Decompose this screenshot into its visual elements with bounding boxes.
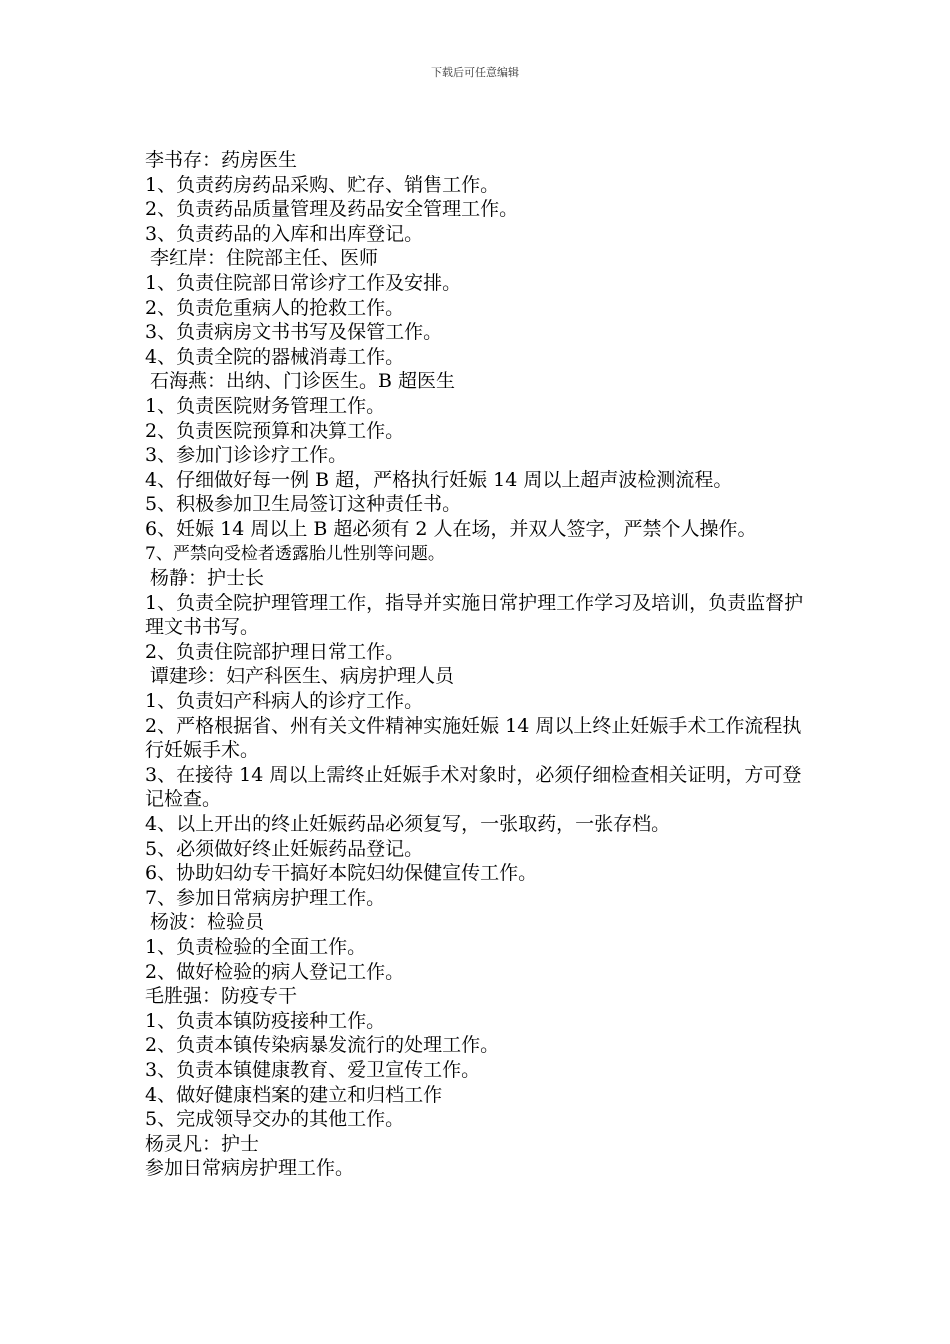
- duty-item: 3、负责病房文书书写及保管工作。: [145, 321, 443, 344]
- staff-heading-shi-haiyan: 石海燕：出纳、门诊医生。B 超医生: [150, 370, 456, 393]
- staff-heading-tan-jianzhen: 谭建珍：妇产科医生、病房护理人员: [150, 665, 455, 688]
- staff-heading-mao-shengqiang: 毛胜强：防疫专干: [145, 985, 298, 1008]
- duty-item: 1、负责全院护理管理工作，指导并实施日常护理工作学习及培训，负责监督护理文书书写。: [145, 591, 804, 639]
- duty-item: 5、积极参加卫生局签订这种责任书。: [145, 493, 462, 516]
- duty-item: 1、负责住院部日常诊疗工作及安排。: [145, 271, 462, 294]
- duty-item: 2、严格根据省、州有关文件精神实施妊娠 14 周以上终止妊娠手术工作流程执行妊娠手术。: [145, 714, 802, 762]
- duty-item: 7、参加日常病房护理工作。: [145, 886, 386, 909]
- duty-item: 4、负责全院的器械消毒工作。: [145, 345, 405, 368]
- staff-heading-yang-bo: 杨波：检验员: [150, 911, 265, 934]
- duty-item: 3、负责本镇健康教育、爱卫宣传工作。: [145, 1058, 481, 1081]
- duty-item: 1、负责检验的全面工作。: [145, 936, 367, 958]
- duty-item: 4、以上开出的终止妊娠药品必须复写，一张取药，一张存档。: [145, 813, 671, 836]
- duty-item: 4、做好健康档案的建立和归档工作: [145, 1083, 443, 1106]
- duty-item: 1、负责医院财务管理工作。: [145, 394, 386, 417]
- duty-item: 1、负责本镇防疫接种工作。: [145, 1009, 386, 1032]
- duty-item: 2、负责医院预算和决算工作。: [145, 419, 405, 442]
- duty-item: 3、在接待 14 周以上需终止妊娠手术对象时，必须仔细检查相关证明，方可登记检查。: [145, 763, 802, 811]
- document-body: [145, 148, 810, 1181]
- staff-heading-li-hongan: 李红岸：住院部主任、医师: [150, 247, 379, 270]
- duty-item: 2、负责住院部护理日常工作。: [145, 640, 405, 663]
- duty-item: 2、负责危重病人的抢救工作。: [145, 296, 405, 319]
- page-header-note: 下载后可任意编辑: [431, 66, 519, 79]
- staff-heading-li-shucun: 李书存：药房医生: [145, 149, 298, 171]
- duty-item: 1、负责妇产科病人的诊疗工作。: [145, 690, 424, 713]
- duty-item: 1、负责药房药品采购、贮存、销售工作。: [145, 173, 500, 196]
- duty-item: 6、妊娠 14 周以上 B 超必须有 2 人在场，并双人签字，严禁个人操作。: [145, 517, 757, 540]
- duty-item: 5、完成领导交办的其他工作。: [145, 1108, 405, 1131]
- duty-item: 7、严禁向受检者透露胎儿性别等问题。: [145, 543, 445, 564]
- duty-item: 6、协助妇幼专干搞好本院妇幼保健宣传工作。: [145, 862, 538, 885]
- duty-item: 3、参加门诊诊疗工作。: [145, 444, 348, 467]
- duty-item: 3、负责药品的入库和出库登记。: [145, 222, 424, 245]
- duty-item: 2、做好检验的病人登记工作。: [145, 960, 405, 983]
- duty-item: 2、负责本镇传染病暴发流行的处理工作。: [145, 1034, 500, 1057]
- duty-item: 5、必须做好终止妊娠药品登记。: [145, 837, 424, 860]
- staff-heading-yang-jing: 杨静：护士长: [150, 567, 265, 590]
- duty-item: 2、负责药品质量管理及药品安全管理工作。: [145, 198, 519, 221]
- duty-item: 4、仔细做好每一例 B 超，严格执行妊娠 14 周以上超声波检测流程。: [145, 468, 733, 491]
- duty-item: 参加日常病房护理工作。: [145, 1157, 355, 1180]
- staff-heading-yang-lingfan: 杨灵凡：护士: [145, 1132, 260, 1155]
